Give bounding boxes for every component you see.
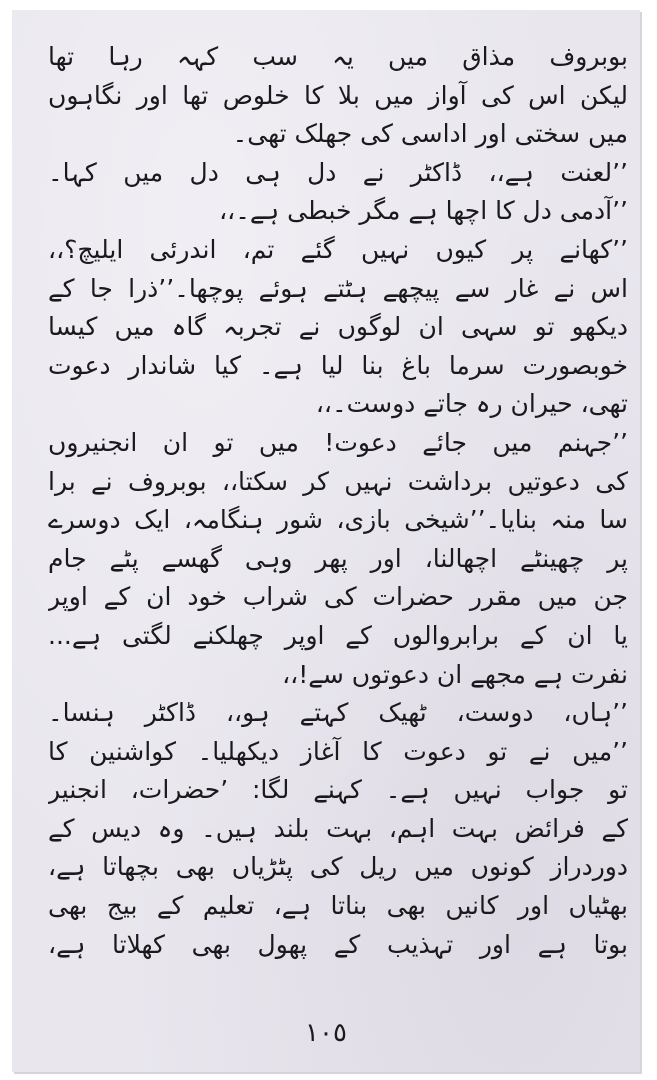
text-line-6: ’’کھانے پر کیوں نہیں گئے تم، اندرئی ایلیچ؟،، <box>48 234 628 264</box>
text-line-15: جن میں مقرر حضرات کی شراب خود ان کے اوپر <box>48 582 628 612</box>
text-line-1: بوبروف مذاق میں یہ سب کہہ رہا تھا <box>48 42 628 71</box>
text-line-21: کے فرائض بہت اہم، بہت بلند ہیں۔ وہ دیس کے <box>48 813 628 843</box>
page-number: ١٠٥ <box>305 1018 347 1048</box>
text-line-19: ’’میں نے تو دعوت کا آغاز دیکھلیا۔ کواشنین کا <box>48 736 628 766</box>
text-line-4: ’’لعنت ہے،، ڈاکٹر نے دل ہی دل میں کہا۔ <box>48 157 628 187</box>
text-line-17: نفرت ہے مجھے ان دعوتوں سے!،، <box>282 659 628 689</box>
text-line-5: ’’آدمی دل کا اچھا ہے مگر خبطی ہے۔،، <box>219 196 628 226</box>
text-line-18: ’’ہاں، دوست، ٹھیک کہتے ہو،، ڈاکٹر ہنسا۔ <box>48 698 628 728</box>
text-line-3: میں سختی اور اداسی کی جھلک تھی۔ <box>232 119 628 149</box>
text-line-20: تو جواب نہیں ہے۔ کہنے لگا: ’حضرات، انجنیر <box>48 775 628 805</box>
text-line-14: پر چھینٹے اچھالنا، اور پھر وہی گھسے پٹے جام <box>48 543 628 573</box>
text-line-22: دوردراز کونوں میں ریل کی پٹڑیاں بھی بچھاتا ہے، <box>48 852 628 882</box>
text-line-8: دیکھو تو سہی ان لوگوں نے تجربہ گاہ میں کیسا <box>48 312 628 342</box>
text-line-9: خوبصورت سرما باغ بنا لیا ہے۔ کیا شاندار دعوت <box>48 350 628 380</box>
text-line-7: اس نے غار سے پیچھے ہٹتے ہوئے پوچھا۔’’ذرا جا کے <box>48 273 628 303</box>
text-line-13: سا منہ بنایا۔’’شیخی بازی، شور ہنگامہ، ایک دوسرے <box>48 505 628 535</box>
text-line-2: لیکن اس کی آواز میں بلا کا خلوص تھا اور نگاہوں <box>48 80 628 110</box>
text-line-16: یا ان کے برابروالوں کے اوپر چھلکنے لگتی ہے... <box>48 620 628 650</box>
text-line-11: ’’جہنم میں جائے دعوت! میں تو ان انجنیروں <box>48 427 628 457</box>
text-line-23: بھٹیاں اور کانیں بھی بناتا ہے، تعلیم کے بیج بھی <box>48 891 628 921</box>
text-line-24: بوتا ہے اور تہذیب کے پھول بھی کھلاتا ہے، <box>48 929 628 959</box>
body-text <box>48 38 628 964</box>
text-line-12: کی دعوتیں برداشت نہیں کر سکتا،، بوبروف نے برا <box>48 466 628 496</box>
book-page <box>12 10 640 1072</box>
text-line-10: تھی، حیران رہ جاتے دوست۔،، <box>315 389 628 419</box>
